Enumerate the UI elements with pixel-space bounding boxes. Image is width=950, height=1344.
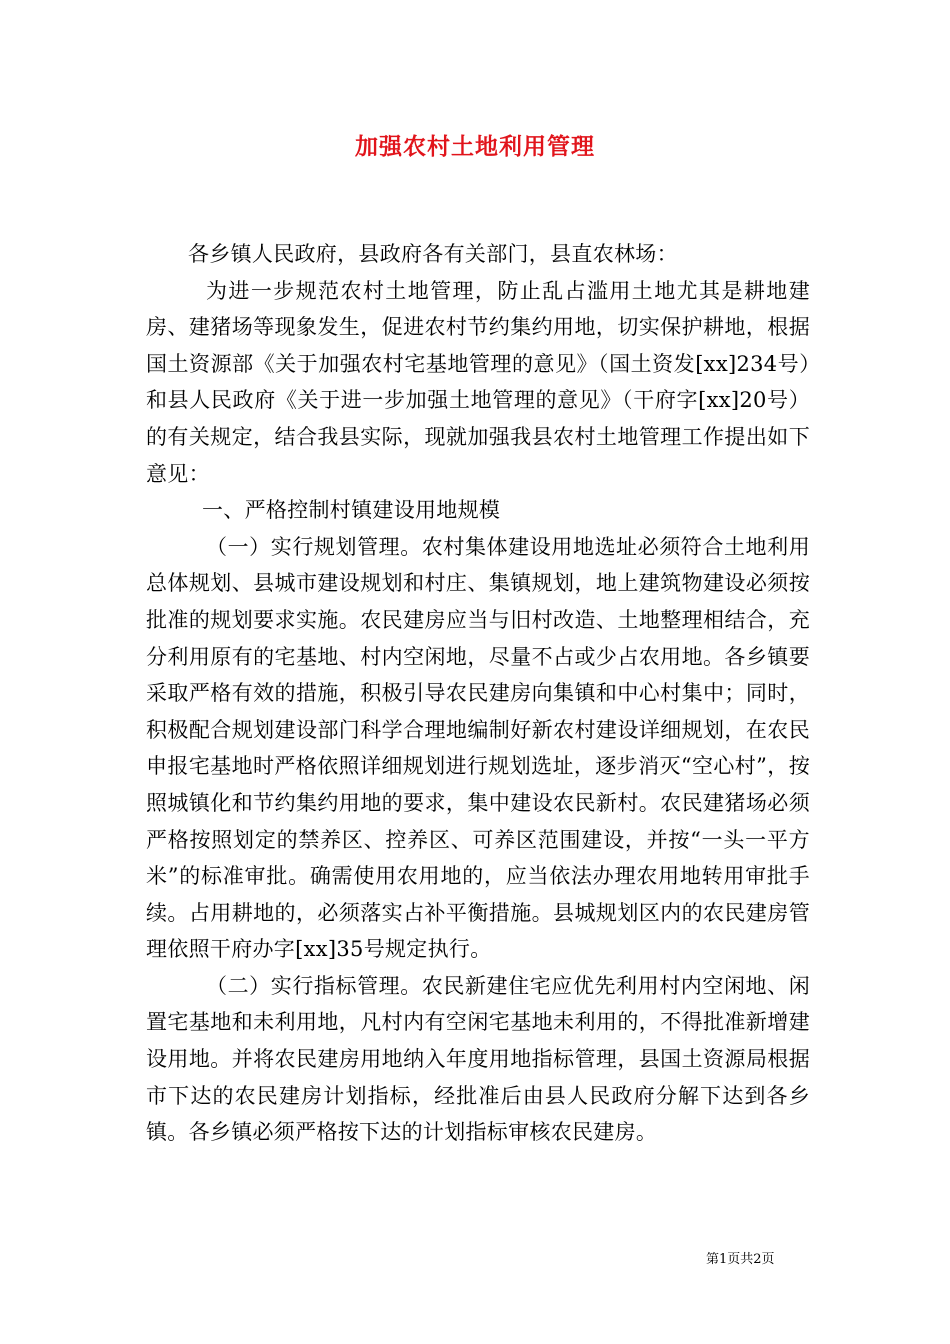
paragraph-quota-management: （二）实行指标管理。农民新建住宅应优先利用村内空闲地、闲置宅基地和未利用地，凡村内有空闲宅基地未利用的，不得批准新增建设用地。并将农民建房用地纳入年度用地指标管理，县国土资源局根据市下达的农民建房计划指标，经批准后由县人民政府分解下达到各乡镇。各乡镇必须严格按下达的计划指标审核农民建房。 — [146, 973, 810, 1145]
section-heading-1: 一、严格控制村镇建设用地规模 — [202, 498, 501, 523]
paragraph-intro: 为进一步规范农村土地管理，防止乱占滥用土地尤其是耕地建房、建猪场等现象发生，促进农村节约集约用地，切实保护耕地，根据国土资源部《关于加强农村宅基地管理的意见》（国土资发[xx]234号）和县人民政府《关于进一步加强土地管理的意见》（干府字[xx]20号）的有关规定，结合我县实际，现就加强我县农村土地管理工作提出如下意见： — [146, 278, 810, 486]
page-number: 第1页共2页 — [706, 1252, 775, 1267]
document-body — [146, 236, 810, 1151]
salutation: 各乡镇人民政府，县政府各有关部门，县直农林场： — [188, 242, 678, 266]
paragraph-planning-management: （一）实行规划管理。农村集体建设用地选址必须符合土地利用总体规划、县城市建设规划和村庄、集镇规划，地上建筑物建设必须按批准的规划要求实施。农民建房应当与旧村改造、土地整理相结合，充分利用原有的宅基地、村内空闲地，尽量不占或少占农用地。各乡镇要采取严格有效的措施，积极引导农民建房向集镇和中心村集中；同时，积极配合规划建设部门科学合理地编制好新农村建设详细规划，在农民申报宅基地时严格依照详细规划进行规划选址，逐步消灭“空心村”，按照城镇化和节约集约用地的要求，集中建设农民新村。农民建猪场必须严格按照划定的禁养区、控养区、可养区范围建设，并按“一头一平方米”的标准审批。确需使用农用地的，应当依法办理农用地转用审批手续。占用耕地的，必须落实占补平衡措施。县城规划区内的农民建房管理依照干府办字[xx]35号规定执行。 — [146, 534, 810, 962]
document-title: 加强农村土地利用管理 — [355, 133, 595, 160]
